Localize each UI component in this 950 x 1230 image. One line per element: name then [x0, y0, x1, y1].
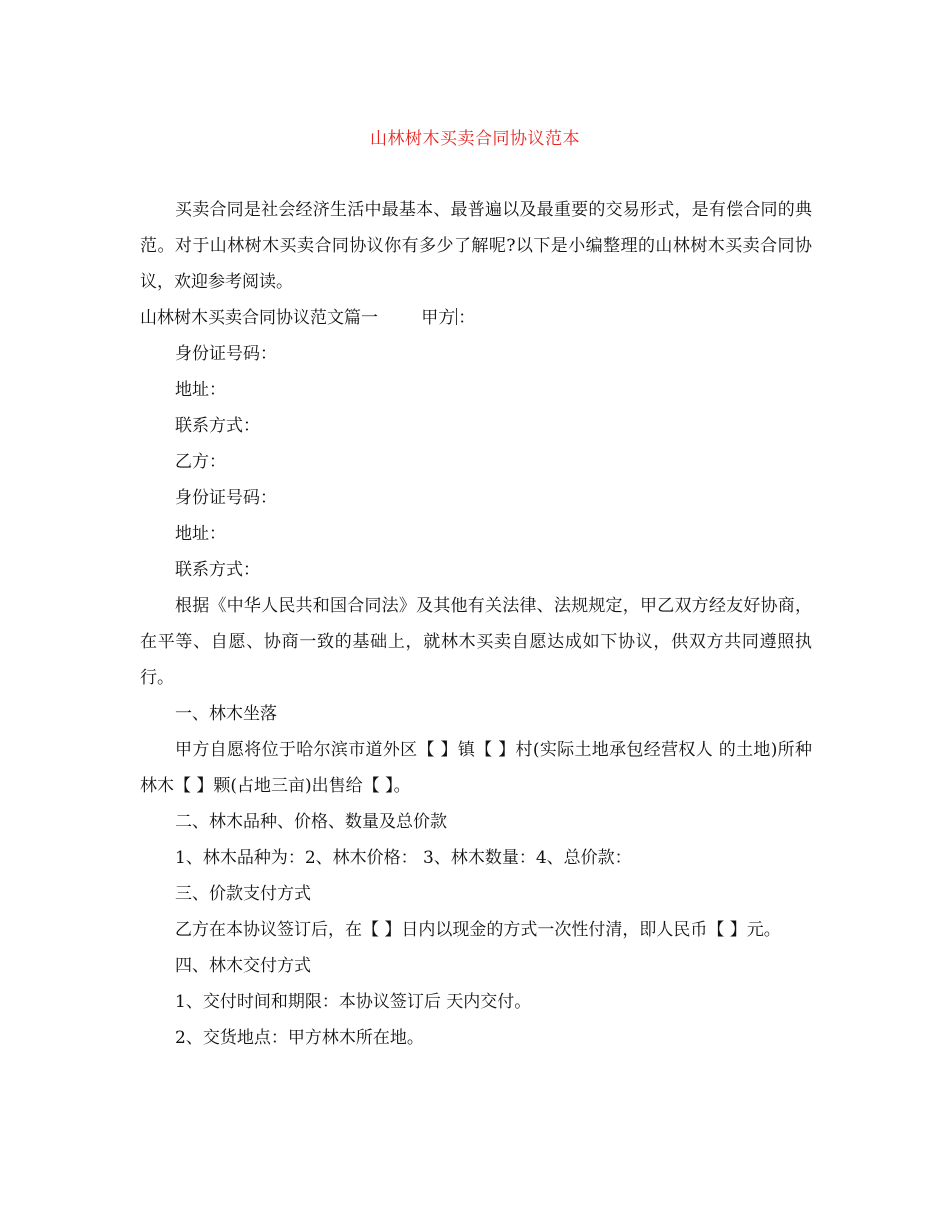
clause-3-text: 乙方在本协议签订后，在【 】日内以现金的方式一次性付清，即人民币【 】元。 [175, 920, 781, 940]
party-b-id-field: 身份证号码： [175, 488, 277, 508]
section-heading-line [140, 300, 812, 336]
party-a-colon: ： [458, 308, 476, 328]
intro-paragraph: 买卖合同是社会经济生活中最基本、最普遍以及最重要的交易形式，是有偿合同的典范。对于山林树木买卖合同协议你有多少了解呢?以下是小编整理的山林树木买卖合同协议，欢迎参考阅读。 [140, 200, 812, 292]
section-heading: 山林树木买卖合同协议范文篇一 [140, 308, 378, 328]
clause-2-text: 1、林木品种为：2、林木价格： 3、林木数量：4、总价款： [175, 848, 632, 868]
document-body [140, 192, 812, 1056]
clause-2-heading: 二、林木品种、价格、数量及总价款 [175, 812, 447, 832]
party-a-address-field: 地址： [175, 380, 226, 400]
party-a-id-field: 身份证号码： [175, 344, 277, 364]
clause-3-heading: 三、价款支付方式 [175, 884, 311, 904]
party-b-contact-field: 联系方式： [175, 560, 260, 580]
clause-1-text: 甲方自愿将位于哈尔滨市道外区【 】镇【 】村(实际土地承包经营权人 的土地)所种林木【 】颗(占地三亩)出售给【 】。 [140, 740, 812, 796]
clause-1-heading: 一、林木坐落 [175, 704, 277, 724]
party-a-contact-field: 联系方式： [175, 416, 260, 436]
preamble-paragraph: 根据《中华人民共和国合同法》及其他有关法律、法规规定，甲乙双方经友好协商，在平等、自愿、协商一致的基础上，就林木买卖自愿达成如下协议，供双方共同遵照执行。 [140, 596, 812, 688]
party-b-label: 乙方： [175, 452, 226, 472]
clause-4-heading: 四、林木交付方式 [175, 956, 311, 976]
party-a-label: 甲方 [421, 308, 456, 328]
clause-4-item-1: 1、交付时间和期限：本协议签订后 天内交付。 [175, 992, 532, 1012]
document-title: 山林树木买卖合同协议范本 [370, 129, 580, 149]
clause-4-item-2: 2、交货地点：甲方林木所在地。 [175, 1028, 424, 1048]
party-b-address-field: 地址： [175, 524, 226, 544]
